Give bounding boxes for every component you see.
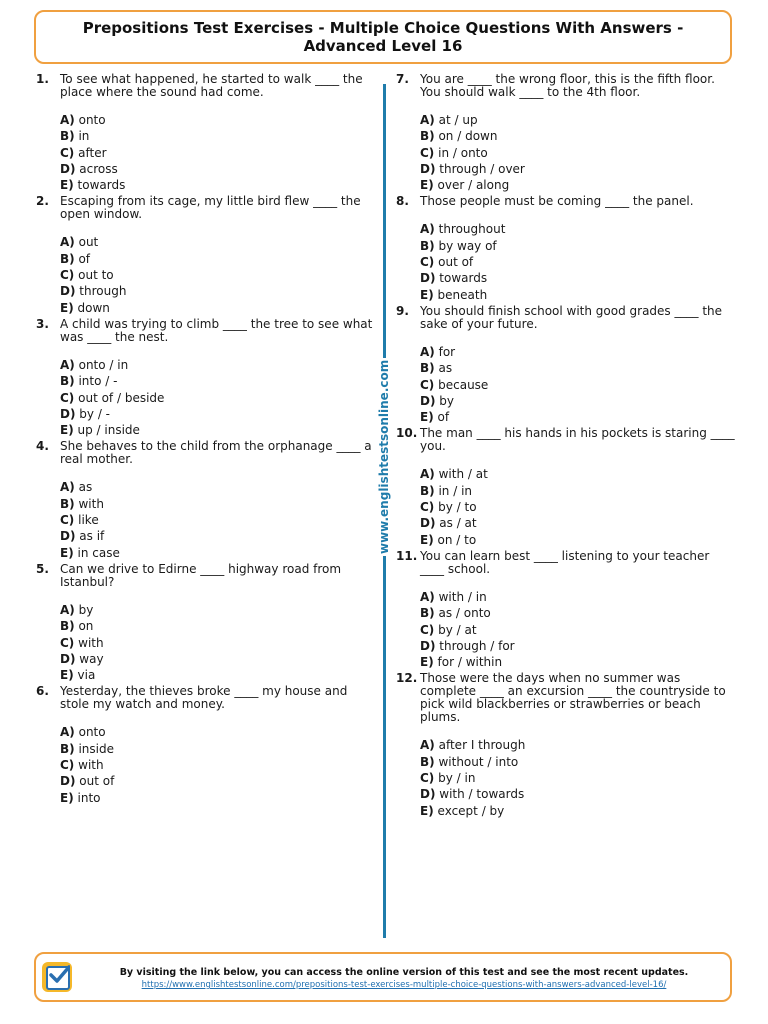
option-letter: A): [420, 738, 435, 753]
answer-option[interactable]: [420, 112, 736, 128]
question-item: [396, 195, 736, 302]
option-letter: C): [420, 500, 435, 515]
option-letter: B): [420, 238, 435, 253]
option-text: by / to: [438, 500, 477, 515]
answer-option[interactable]: [420, 177, 736, 193]
option-letter: E): [420, 532, 434, 547]
answer-option[interactable]: [420, 221, 736, 237]
question-item: [36, 318, 374, 438]
option-letter: D): [420, 271, 436, 286]
option-letter: B): [60, 129, 75, 144]
option-text: with / in: [438, 589, 487, 604]
question-item: [396, 73, 736, 193]
option-text: by / at: [438, 622, 477, 637]
answer-option[interactable]: [420, 128, 736, 144]
option-letter: D): [60, 406, 76, 421]
option-letter: C): [60, 513, 75, 528]
option-text: out: [78, 235, 99, 250]
option-text: into: [77, 790, 101, 805]
option-text: inside: [78, 741, 114, 756]
option-letter: C): [420, 622, 435, 637]
option-letter: A): [60, 725, 75, 740]
option-letter: C): [60, 635, 75, 650]
option-text: by: [78, 602, 94, 617]
answer-option[interactable]: [60, 528, 374, 544]
answer-option[interactable]: [420, 754, 736, 770]
answer-option[interactable]: [60, 112, 374, 128]
answer-option[interactable]: [60, 602, 374, 618]
answer-option[interactable]: [420, 466, 736, 482]
option-letter: E): [420, 410, 434, 425]
question-item: [36, 563, 374, 683]
answer-option[interactable]: [420, 270, 736, 286]
option-letter: E): [420, 287, 434, 302]
option-text: way: [79, 651, 104, 666]
page-title: Prepositions Test Exercises - Multiple Choice Questions With Answers - Advanced Level 16: [82, 19, 684, 55]
answer-option[interactable]: [60, 251, 374, 267]
option-text: onto / in: [78, 357, 129, 372]
option-letter: E): [420, 803, 434, 818]
question-number: 10.: [396, 426, 418, 441]
answer-option[interactable]: [60, 161, 374, 177]
footer-link[interactable]: https://www.englishtestsonline.com/prepositions-test-exercises-multiple-choice-questions-with-answers-advanced-level-16/: [141, 980, 667, 990]
option-letter: A): [420, 222, 435, 237]
option-text: across: [79, 161, 118, 176]
option-text: onto: [78, 113, 106, 127]
question-text: Can we drive to Edirne ____ highway road from Istanbul?: [60, 561, 342, 589]
answer-option[interactable]: [420, 770, 736, 786]
option-text: through / for: [439, 638, 515, 653]
option-text: of: [437, 410, 450, 425]
option-letter: C): [60, 390, 75, 405]
option-text: at / up: [438, 113, 478, 127]
answer-option[interactable]: [420, 254, 736, 270]
answer-option[interactable]: [420, 360, 736, 376]
answer-option[interactable]: [60, 512, 374, 528]
answer-option[interactable]: [60, 177, 374, 193]
answer-option[interactable]: [60, 422, 374, 438]
option-text: for: [438, 344, 456, 359]
option-text: down: [77, 300, 110, 315]
option-text: after: [78, 145, 107, 160]
question-text: The man ____ his hands in his pockets is staring ____ you.: [420, 426, 735, 454]
answer-option[interactable]: [60, 635, 374, 651]
option-letter: C): [60, 268, 75, 283]
question-number: 8.: [396, 194, 409, 209]
option-letter: E): [420, 655, 434, 670]
option-letter: A): [60, 113, 75, 127]
option-letter: D): [60, 161, 76, 176]
question-number: 7.: [396, 72, 409, 86]
answer-option[interactable]: [420, 238, 736, 254]
option-letter: E): [420, 178, 434, 193]
option-text: over / along: [437, 178, 510, 193]
question-item: [396, 672, 736, 818]
option-letter: A): [60, 235, 75, 250]
option-letter: B): [420, 361, 435, 376]
option-text: of: [78, 251, 91, 266]
option-text: up / inside: [77, 423, 140, 438]
answer-options: [36, 479, 374, 560]
answer-option[interactable]: [60, 618, 374, 634]
answer-option[interactable]: [60, 757, 374, 773]
option-text: like: [78, 513, 99, 528]
question-text: You can learn best ____ listening to your teacher ____ school.: [420, 548, 710, 576]
question-item: [36, 685, 374, 805]
question-number: 4.: [36, 439, 49, 454]
option-text: as: [438, 361, 453, 376]
answer-option[interactable]: [60, 234, 374, 250]
answer-option[interactable]: [60, 667, 374, 683]
answer-option[interactable]: [60, 357, 374, 373]
answer-option[interactable]: [420, 393, 736, 409]
option-text: out of: [79, 774, 115, 789]
answer-option[interactable]: [420, 409, 736, 425]
option-text: as: [78, 480, 93, 495]
question-number: 11.: [396, 548, 418, 563]
question-number: 1.: [36, 72, 49, 86]
option-text: through / over: [439, 161, 525, 176]
answer-option[interactable]: [420, 589, 736, 605]
option-letter: B): [60, 374, 75, 389]
answer-option[interactable]: [60, 145, 374, 161]
option-text: by / -: [79, 406, 111, 421]
option-letter: B): [60, 741, 75, 756]
answer-option[interactable]: [420, 145, 736, 161]
answer-options: [396, 466, 736, 547]
option-text: via: [77, 668, 96, 683]
option-text: as / onto: [438, 606, 491, 621]
answer-option[interactable]: [60, 373, 374, 389]
question-text: Those people must be coming ____ the panel.: [420, 194, 694, 209]
site-watermark: www.englishtestsonline.com: [374, 358, 394, 556]
option-text: on / to: [437, 532, 477, 547]
option-letter: C): [420, 255, 435, 270]
option-text: because: [438, 377, 489, 392]
question-number: 12.: [396, 671, 418, 686]
option-letter: A): [60, 357, 75, 372]
answer-option[interactable]: [420, 515, 736, 531]
option-letter: A): [420, 589, 435, 604]
option-text: into / -: [78, 374, 118, 389]
answer-options: [36, 357, 374, 438]
answer-options: [396, 589, 736, 670]
option-text: except / by: [437, 803, 505, 818]
question-number: 6.: [36, 684, 49, 699]
question-text: You should finish school with good grades ____ the sake of your future.: [420, 303, 723, 331]
option-text: out of: [438, 255, 474, 270]
option-text: through: [79, 284, 127, 299]
answer-option[interactable]: [60, 267, 374, 283]
answer-option[interactable]: [60, 773, 374, 789]
option-letter: D): [60, 529, 76, 544]
option-text: beneath: [437, 287, 488, 302]
option-letter: D): [420, 787, 436, 802]
answer-option[interactable]: [420, 737, 736, 753]
question-item: [36, 73, 374, 193]
right-question-column: [396, 73, 736, 821]
option-letter: C): [60, 758, 75, 773]
question-text: A child was trying to climb ____ the tree to see what was ____ the nest.: [60, 316, 373, 344]
answer-option[interactable]: [60, 479, 374, 495]
option-letter: C): [420, 145, 435, 160]
option-text: towards: [77, 178, 126, 193]
answer-option[interactable]: [60, 390, 374, 406]
answer-option[interactable]: [420, 483, 736, 499]
answer-options: [36, 724, 374, 805]
option-letter: A): [420, 113, 435, 127]
answer-option[interactable]: [420, 605, 736, 621]
option-letter: E): [60, 178, 74, 193]
question-number: 3.: [36, 316, 49, 331]
question-item: [36, 195, 374, 315]
title-box: [34, 10, 732, 64]
option-text: on / down: [438, 129, 498, 144]
answer-option[interactable]: [420, 622, 736, 638]
option-text: as / at: [439, 516, 477, 531]
answer-options: [396, 344, 736, 425]
question-text: You are ____ the wrong floor, this is the fifth floor. You should walk ____ to the 4th floor.: [420, 72, 715, 99]
answer-option[interactable]: [420, 638, 736, 654]
option-text: by / in: [438, 771, 476, 786]
option-text: by way of: [438, 238, 497, 253]
option-text: as if: [79, 529, 105, 544]
answer-option[interactable]: [420, 532, 736, 548]
option-letter: D): [420, 161, 436, 176]
question-text: Escaping from its cage, my little bird flew ____ the open window.: [60, 194, 361, 222]
option-letter: D): [420, 638, 436, 653]
option-letter: E): [60, 545, 74, 560]
answer-option[interactable]: [60, 741, 374, 757]
option-letter: C): [60, 145, 75, 160]
option-text: by: [439, 393, 454, 408]
option-letter: E): [60, 668, 74, 683]
answer-options: [36, 112, 374, 193]
answer-option[interactable]: [420, 803, 736, 819]
answer-option[interactable]: [420, 344, 736, 360]
option-text: out of / beside: [78, 390, 165, 405]
answer-options: [396, 112, 736, 193]
answer-options: [396, 737, 736, 818]
option-letter: B): [420, 483, 435, 498]
option-letter: C): [420, 377, 435, 392]
answer-option[interactable]: [60, 496, 374, 512]
option-text: with / towards: [439, 787, 525, 802]
question-text: To see what happened, he started to walk ____ the place where the sound had come.: [60, 72, 363, 99]
left-question-column: [36, 73, 374, 808]
option-letter: B): [420, 606, 435, 621]
option-letter: A): [60, 602, 75, 617]
question-item: [396, 427, 736, 547]
option-text: towards: [439, 271, 488, 286]
option-letter: A): [420, 344, 435, 359]
option-letter: E): [60, 790, 74, 805]
answer-option[interactable]: [60, 651, 374, 667]
question-item: [36, 440, 374, 560]
answer-option[interactable]: [60, 300, 374, 316]
question-text: Yesterday, the thieves broke ____ my house and stole my watch and money.: [60, 684, 348, 712]
option-text: on: [78, 619, 94, 634]
footer-notice: By visiting the link below, you can access the online version of this test and see the most recent updates.: [119, 967, 689, 978]
question-number: 2.: [36, 194, 49, 209]
option-letter: B): [60, 496, 75, 511]
answer-option[interactable]: [60, 724, 374, 740]
answer-option[interactable]: [420, 287, 736, 303]
footer-box: [34, 952, 732, 1002]
question-text: She behaves to the child from the orphanage ____ a real mother.: [60, 439, 372, 467]
option-letter: D): [420, 516, 436, 531]
question-number: 5.: [36, 561, 49, 576]
option-text: without / into: [438, 754, 519, 769]
option-text: with / at: [438, 467, 488, 482]
option-letter: B): [420, 129, 435, 144]
question-item: [396, 305, 736, 425]
option-letter: C): [420, 771, 435, 786]
option-text: out to: [78, 268, 114, 283]
option-text: in case: [77, 545, 120, 560]
answer-options: [396, 221, 736, 302]
answer-option[interactable]: [60, 790, 374, 806]
option-letter: E): [60, 423, 74, 438]
option-text: throughout: [438, 222, 506, 237]
option-letter: B): [60, 251, 75, 266]
option-letter: E): [60, 300, 74, 315]
option-text: with: [78, 758, 104, 773]
answer-option[interactable]: [420, 786, 736, 802]
option-letter: A): [60, 480, 75, 495]
answer-option[interactable]: [60, 128, 374, 144]
option-text: after I through: [438, 738, 526, 753]
answer-option[interactable]: [60, 406, 374, 422]
answer-option[interactable]: [420, 377, 736, 393]
option-text: in / onto: [438, 145, 488, 160]
option-letter: A): [420, 467, 435, 482]
option-text: in / in: [438, 483, 473, 498]
checkbox-logo-icon: [42, 962, 72, 992]
answer-option[interactable]: [420, 499, 736, 515]
option-letter: D): [420, 393, 436, 408]
answer-option[interactable]: [60, 283, 374, 299]
option-letter: B): [420, 754, 435, 769]
option-letter: D): [60, 284, 76, 299]
option-text: for / within: [437, 655, 503, 670]
answer-options: [36, 602, 374, 683]
answer-option[interactable]: [420, 161, 736, 177]
question-text: Those were the days when no summer was complete ____ an excursion ____ the countryside to pick wild blackberries or strawberries or beach plums.: [420, 671, 726, 725]
option-letter: D): [60, 651, 76, 666]
option-letter: B): [60, 619, 75, 634]
option-text: with: [78, 496, 104, 511]
question-number: 9.: [396, 303, 409, 318]
answer-option[interactable]: [60, 545, 374, 561]
question-item: [396, 550, 736, 670]
option-letter: D): [60, 774, 76, 789]
answer-option[interactable]: [420, 654, 736, 670]
option-text: in: [78, 129, 90, 144]
option-text: onto: [78, 725, 106, 740]
answer-options: [36, 234, 374, 315]
option-text: with: [78, 635, 104, 650]
